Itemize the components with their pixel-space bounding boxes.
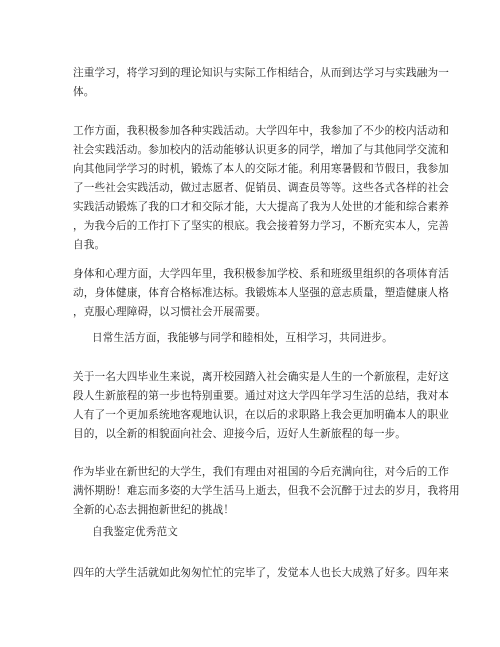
paragraph-graduate-journey [73,368,450,444]
text-line: ，克服心理障碍，以习惯社会开展需要。 [73,306,267,318]
paragraph-four-years [73,564,450,583]
text-line: 自我鉴定优秀范文 [92,526,178,538]
text-line: 工作方面，我积极参加各种实践活动。大学四年中，我参加了不少的校内活动和 [73,125,450,137]
text-line: 人有了一个更加系统地客观地认识，在以后的求职路上我会更加明确本人的职业 [73,409,450,421]
text-line: 段人生新旅程的第一步也特别重要。通过对这大学四年学习生活的总结，我对本 [73,390,450,402]
paragraph-daily-life [73,329,452,348]
text-line: 体。 [73,86,95,98]
text-line: 动，身体健康，体育合格标准达标。我锻炼本人坚强的意志质量，塑造健康人格 [73,287,450,299]
text-line: 身体和心理方面，大学四年里，我积极参加学校、系和班级里组织的各项体育活 [73,268,450,280]
text-line: ，为我今后的工作打下了坚实的根底。我会接着努力学习，不断充实本人，完善 [73,220,450,232]
text-line: 注重学习，将学习到的理论知识与实际工作相结合，从而到达学习与实践融为一 [73,67,450,79]
text-line: 社会实践活动。参加校内的活动能够认识更多的同学，增加了与其他同学交流和 [73,144,450,156]
text-line: 向其他同学学习的时机，锻炼了本人的交际才能。利用寒暑假和节假日，我参加 [73,163,450,175]
text-line: 全新的心态去拥抱新世纪的挑战！ [73,504,235,516]
paragraph-new-century [73,463,460,520]
text-line: 作为毕业在新世纪的大学生，我们有理由对祖国的今后充满向往，对今后的工作 [73,466,450,478]
text-line: 四年的大学生活就如此匆匆忙忙的完毕了，发觉本人也长大成熟了好多。四年来 [73,567,450,579]
section-heading [73,523,452,542]
text-line: 满怀期盼！难忘而多姿的大学生活马上逝去，但我不会沉醉于过去的岁月，我将用 [73,485,460,497]
paragraph-work [73,122,450,255]
text-line: 了一些社会实践活动，做过志愿者、促销员、调查员等等。这些各式各样的社会 [73,182,450,194]
paragraph-study-summary [73,64,450,102]
text-line: 日常生活方面，我能够与同学和睦相处，互相学习，共同进步。 [92,332,393,344]
text-line: 自我。 [73,239,106,251]
paragraph-body-mind [73,265,450,322]
text-line: 关于一名大四毕业生来说，离开校园踏入社会确实是人生的一个新旅程，走好这 [73,371,450,383]
text-line: 实践活动锻炼了我的口才和交际才能，大大提高了我为人处世的才能和综合素养 [73,201,450,213]
text-line: 目的，以全新的相貌面向社会、迎接今后，迈好人生新旅程的每一步。 [73,428,407,440]
